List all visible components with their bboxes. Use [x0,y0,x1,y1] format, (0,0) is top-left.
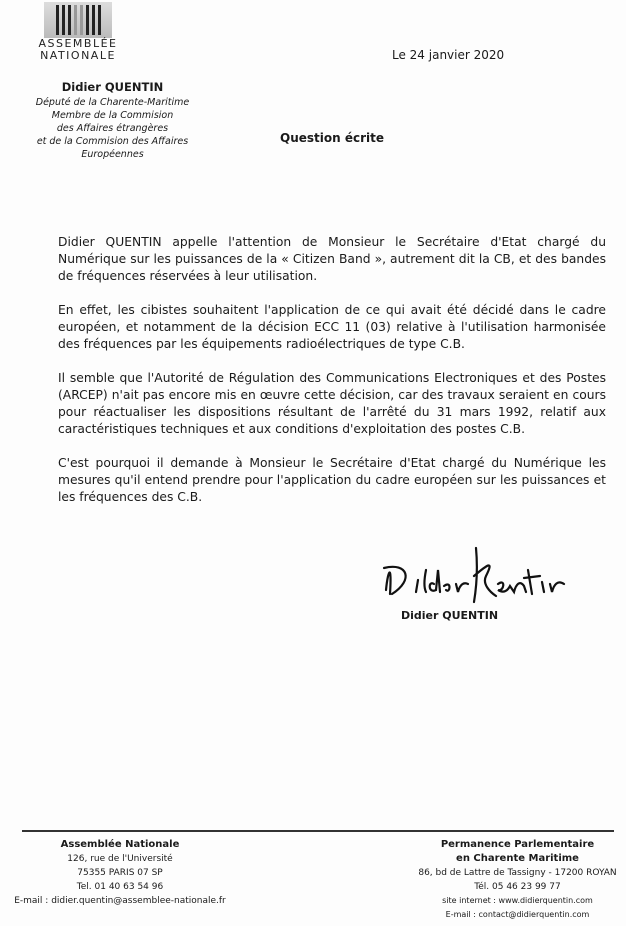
footer-email: E-mail : contact@didierquentin.com [445,910,590,919]
sender-role: Membre de la Commision [51,110,174,121]
footer-line: 126, rue de l'Université [67,854,173,864]
footer-email: E-mail : didier.quentin@assemblee-nationale.fr [14,896,226,906]
footer-title: Permanence Parlementaire [440,839,595,850]
body-paragraph: C'est pourquoi il demande à Monsieur le Secrétaire d'Etat chargé du Numérique les mesures qu'il entend prendre pour l'application du cadre européen sur les puissances et les fréquences des C.B. [58,456,606,504]
body-paragraph: En effet, les cibistes souhaitent l'application de ce qui avait été décidé dans le cadre européen, et notamment de la décision ECC 11 (03) relative à l'utilisation harmonisée des fréquences par les équipements radioélectriques de type C.B. [58,303,606,351]
body-paragraph: Il semble que l'Autorité de Régulation des Communications Electroniques et des Postes (ARCEP) n'ait pas encore mis en œuvre cette décision, car des travaux seraient en cours pour réactualiser les dispositions résultant de l'arrêté du 31 mars 1992, relatif aux caractéristiques techniques et aux conditions d'exploitation des postes C.B. [58,371,606,436]
footer-paris-address [0,838,240,908]
footer-line: 86, bd de Lattre de Tassigny - 17200 ROYAN [418,868,617,878]
letter-body [58,234,606,523]
sender-role: Européennes [81,149,144,160]
logo-text-line: NATIONALE [40,49,116,62]
sender-role: Député de la Charente-Maritime [35,97,190,108]
sender-role: des Affaires étrangères [56,123,169,134]
footer-line: Tel. 01 40 63 54 96 [76,882,164,892]
signer-name: Didier QUENTIN [401,609,499,622]
logo-emblem-icon [44,2,112,38]
footer-line: Tél. 05 46 23 99 77 [474,882,561,892]
handwritten-signature [378,540,568,606]
footer-divider [22,830,614,832]
sender-role: et de la Commision des Affaires [36,136,189,147]
body-paragraph: Didier QUENTIN appelle l'attention de Monsieur le Secrétaire d'Etat chargé du Numérique sur les puissances de la « Citizen Band », autrement dit la CB, et des bandes de fréquences réservées à leur utilisation. [58,235,606,283]
letter-date: Le 24 janvier 2020 [392,48,505,62]
footer-website: site internet : www.didierquentin.com [442,896,593,905]
footer-royan-address [410,838,625,922]
logo-text-line: ASSEMBLÉE [38,37,118,50]
assemblee-nationale-logo [36,2,120,62]
sender-name: Didier QUENTIN [61,80,164,94]
footer-title: en Charente Maritime [456,853,579,864]
sender-block [0,80,225,161]
letter-subject: Question écrite [280,131,384,145]
footer-line: 75355 PARIS 07 SP [77,868,163,878]
footer-title: Assemblée Nationale [60,839,180,850]
